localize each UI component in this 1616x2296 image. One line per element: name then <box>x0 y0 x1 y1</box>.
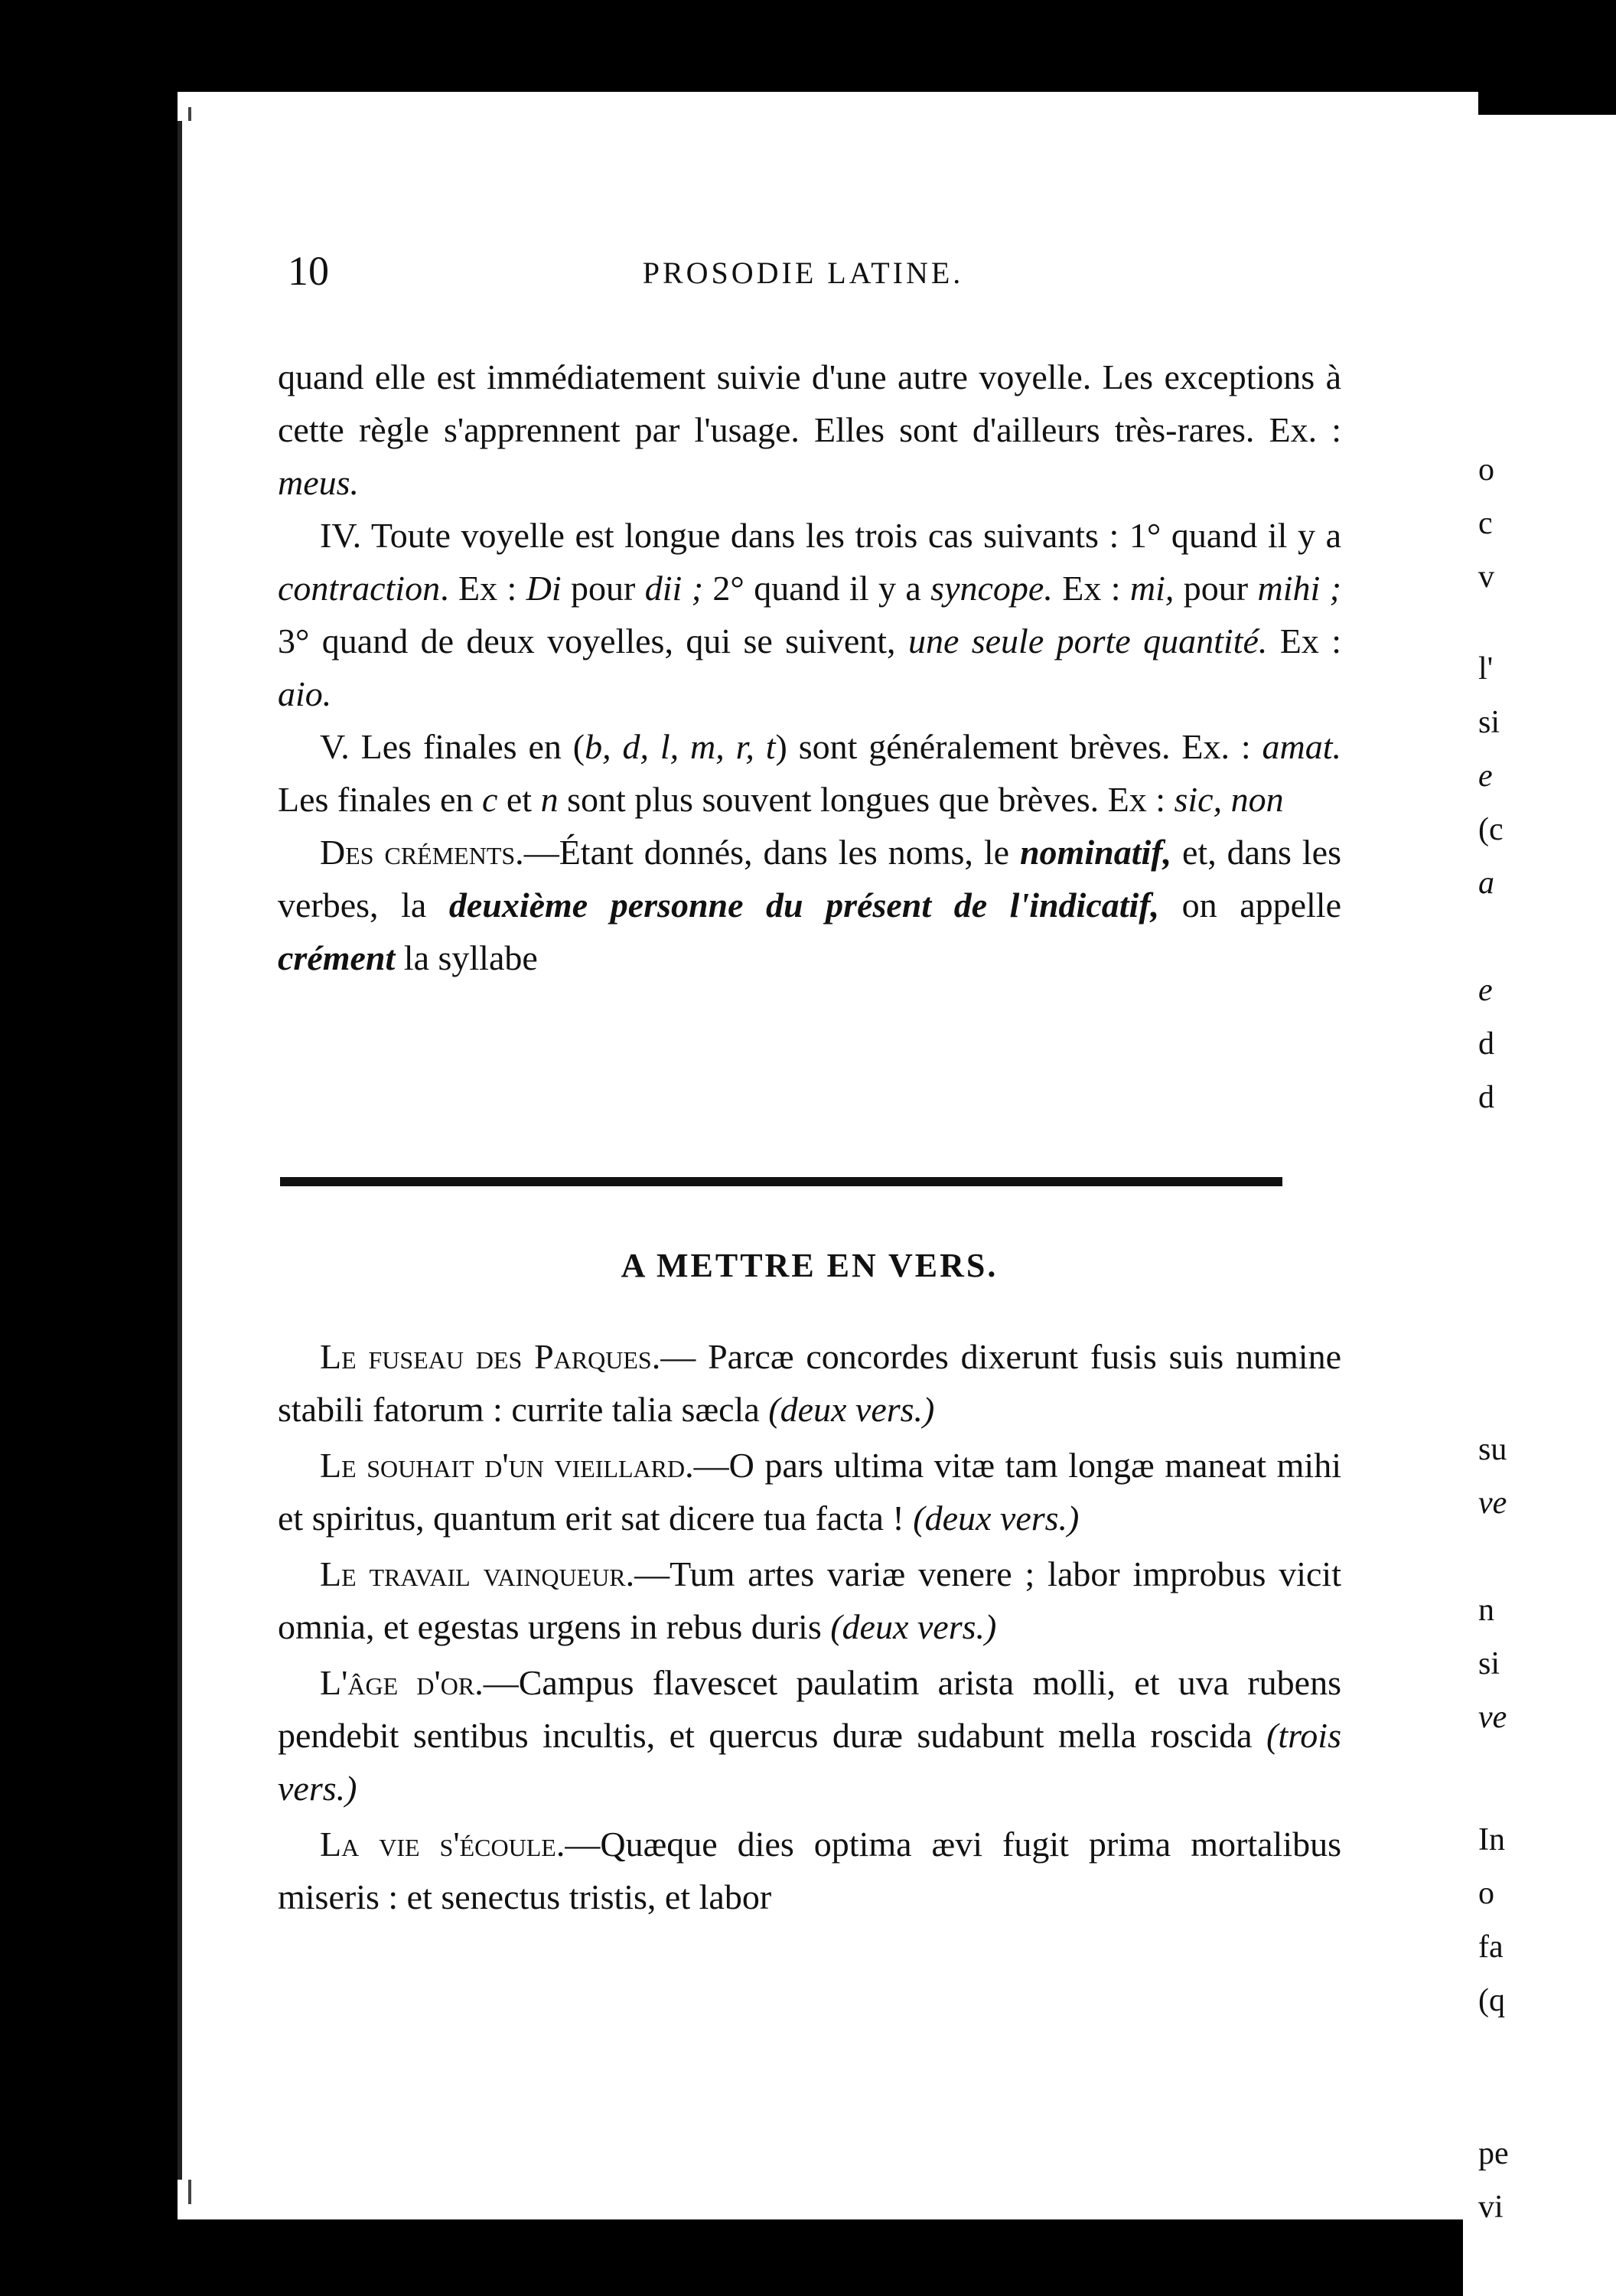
facing-fragment: n <box>1478 1593 1494 1628</box>
text-span: sont plus souvent longues que brèves. Ex : <box>558 780 1175 819</box>
facing-fragment: a <box>1478 866 1494 901</box>
facing-fragment: In <box>1478 1822 1505 1857</box>
facing-fragment: si <box>1478 705 1500 740</box>
exercise-entry <box>278 1330 1341 1436</box>
text-span: 3° quand de deux voyelles, qui se suivent, <box>278 621 908 660</box>
exercise-label: Le fuseau des Parques. <box>320 1337 661 1376</box>
exercise-text: —Campus flavescet paulatim arista molli, et uva rubens pendebit sentibus incultis, et quercus duræ sudabunt mella roscida <box>278 1663 1341 1755</box>
facing-fragment: e <box>1478 973 1493 1008</box>
text-span: pour <box>1174 569 1258 608</box>
exercise-entry <box>278 1818 1341 1923</box>
example-word: dii ; <box>644 569 704 608</box>
facing-fragment: e <box>1478 758 1493 794</box>
text-span: Ex : <box>1052 569 1130 608</box>
text-span: IV. Toute voyelle est longue dans les trois cas suivants : 1° quand il y a <box>320 516 1341 555</box>
book-page <box>182 121 1452 2180</box>
page-number: 10 <box>288 248 329 294</box>
italic-letters: n <box>540 780 559 819</box>
exercise-text: —Quæque dies optima ævi fugit prima mortalibus miseris : et senectus tristis, et labor <box>278 1825 1341 1916</box>
exercise-entry <box>278 1439 1341 1544</box>
page-header <box>288 247 1318 301</box>
exercise-note: (deux vers.) <box>768 1390 935 1429</box>
paragraph-iv <box>278 509 1341 720</box>
exercise-label: Le souhait d'un vieillard. <box>320 1446 694 1485</box>
text-span: on appelle <box>1159 885 1342 925</box>
text-span: . Ex : <box>440 569 526 608</box>
text-span: la syllabe <box>395 938 538 977</box>
example-word: meus. <box>278 463 360 502</box>
facing-fragment: c <box>1478 506 1493 541</box>
facing-fragment: d <box>1478 1080 1494 1115</box>
exercise-text: —O pars ultima vitæ tam longæ maneat mihi et spiritus, quantum erit sat dicere tua facta ! <box>278 1446 1341 1538</box>
facing-fragment: ve <box>1478 1700 1507 1735</box>
italic-term: crément <box>278 938 396 977</box>
facing-fragment: ve <box>1478 1486 1507 1521</box>
italic-term: contraction <box>278 569 441 608</box>
section-divider-rule <box>280 1177 1282 1186</box>
section-label: Des créments. <box>320 833 524 872</box>
text-span: ) sont généralement brèves. Ex. : <box>775 727 1262 766</box>
text-span: Les finales en <box>278 780 482 819</box>
prosody-text <box>278 351 1341 984</box>
text-span: pour <box>561 569 645 608</box>
facing-fragment: pe <box>1478 2136 1509 2171</box>
exercise-label: Le travail vainqueur. <box>320 1554 635 1593</box>
italic-letters: c <box>481 780 498 819</box>
text-span: et, dans les verbes, la <box>278 833 1341 925</box>
exercise-note: (trois vers.) <box>278 1716 1341 1808</box>
facing-fragment: o <box>1478 1876 1494 1911</box>
facing-page-edge <box>1463 115 1616 2296</box>
paragraph-iii-end <box>278 351 1341 509</box>
italic-term: une seule porte quantité. <box>907 621 1268 660</box>
example-word: Di <box>526 569 562 608</box>
facing-fragment: vi <box>1478 2190 1504 2225</box>
facing-fragment: l' <box>1478 651 1494 687</box>
exercise-label: L'âge d'or. <box>320 1663 484 1702</box>
example-word: mihi ; <box>1257 569 1341 608</box>
exercise-list <box>278 1330 1341 1926</box>
exercise-text: —Tum artes variæ venere ; labor improbus vicit omnia, et egestas urgens in rebus duris <box>278 1554 1341 1646</box>
italic-term: syncope. <box>930 569 1053 608</box>
text-span: V. Les finales en ( <box>320 727 585 766</box>
exercise-entry <box>278 1656 1341 1815</box>
example-word: sic, non <box>1174 780 1284 819</box>
text-span: Ex : <box>1267 621 1341 660</box>
text-span: quand elle est immédiatement suivie d'une autre voyelle. Les exceptions à cette règle s'apprennent par l'usage. Elles sont d'ailleurs très-rares. Ex. : <box>278 357 1341 449</box>
facing-fragment: d <box>1478 1026 1494 1062</box>
example-word: aio. <box>278 674 332 713</box>
facing-fragment: v <box>1478 559 1494 595</box>
exercise-text: — Parcæ concordes dixerunt fusis suis numine stabili fatorum : currite talia sæcla <box>278 1337 1341 1429</box>
exercise-entry <box>278 1548 1341 1653</box>
running-title: PROSODIE LATINE. <box>642 256 964 290</box>
exercise-note: (deux vers.) <box>830 1607 997 1646</box>
facing-fragment: fa <box>1478 1929 1504 1965</box>
facing-fragment: (q <box>1478 1983 1505 2018</box>
text-span: 2° quand il y a <box>703 569 931 608</box>
text-span: et <box>497 780 541 819</box>
italic-letters: b, d, l, m, r, t <box>585 727 776 766</box>
facing-fragment: si <box>1478 1646 1500 1681</box>
italic-term: nominatif, <box>1019 833 1172 872</box>
section-title: A METTRE EN VERS. <box>621 1247 999 1284</box>
exercise-note: (deux vers.) <box>913 1499 1080 1538</box>
paragraph-v <box>278 720 1341 826</box>
facing-fragment: su <box>1478 1432 1507 1467</box>
italic-term: deuxième personne du présent de l'indicatif, <box>448 885 1160 925</box>
paragraph-crements <box>278 826 1341 984</box>
example-word: amat. <box>1262 727 1341 766</box>
text-span: —Étant donnés, dans les noms, le <box>523 833 1020 872</box>
example-word: mi, <box>1129 569 1175 608</box>
facing-fragment: o <box>1478 452 1494 488</box>
exercise-label: La vie s'écoule. <box>320 1825 565 1864</box>
facing-fragment: (c <box>1478 812 1504 847</box>
